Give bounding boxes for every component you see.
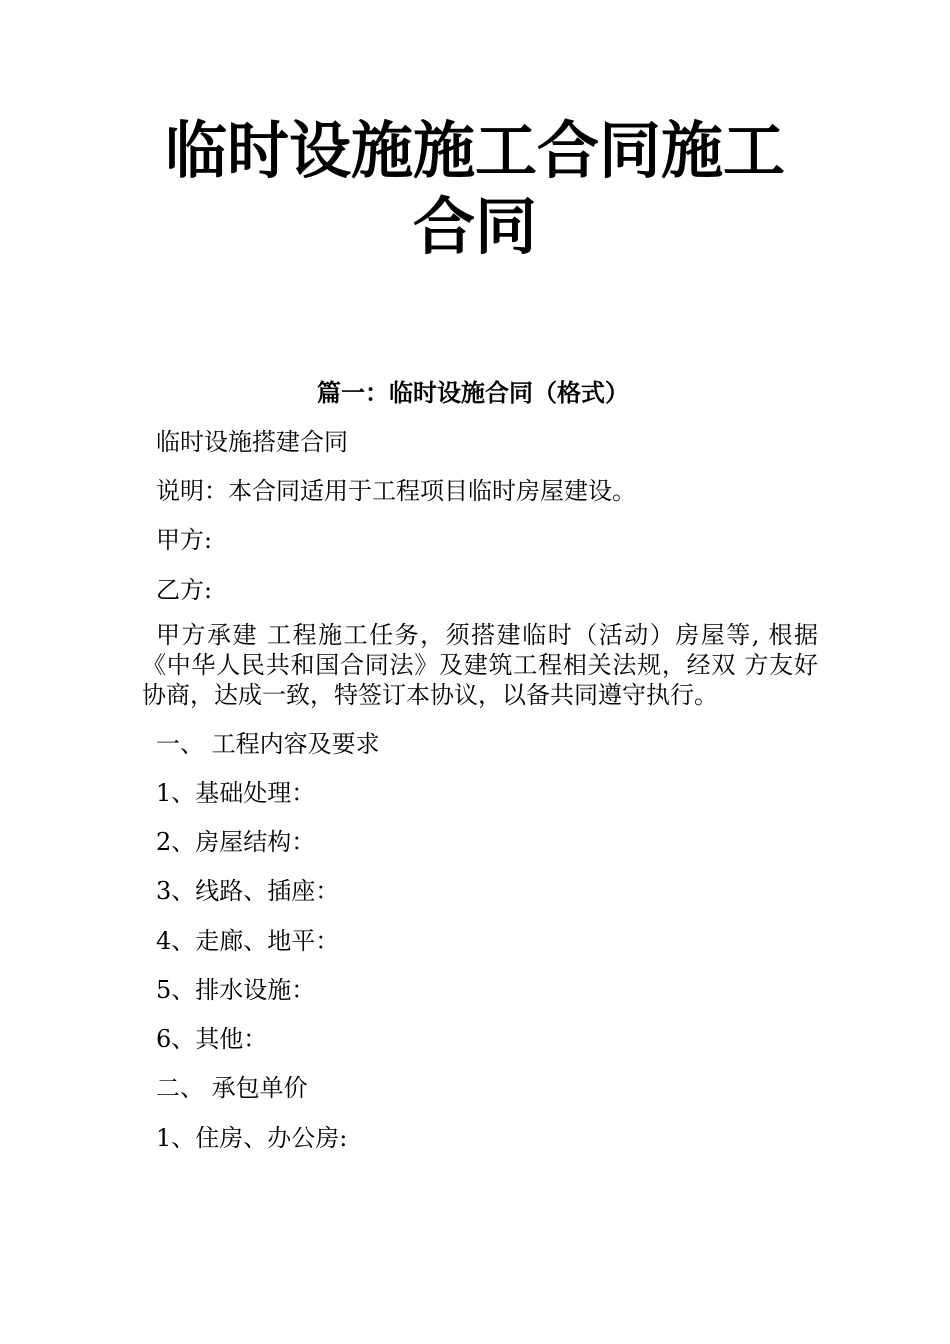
clause-1-item: 4、走廊、地平：	[156, 927, 340, 955]
contract-name: 临时设施搭建合同	[156, 428, 348, 456]
clause-1-item: 1、基础处理：	[156, 779, 316, 807]
preamble-paragraph: 甲方承建 工程施工任务，须搭建临时（活动）房屋等, 根据《中华人民共和国合同法》及建筑工程相关法规，经双 方友好协商，达成一致，特签订本协议，以备共同遵守执行。	[142, 621, 818, 709]
section-heading: 篇一：临时设施合同（格式）	[317, 378, 629, 407]
document-title-line-2: 合同	[412, 190, 537, 263]
contract-note: 说明：本合同适用于工程项目临时房屋建设。	[156, 477, 636, 505]
clause-2-heading: 二、 承包单价	[156, 1074, 308, 1102]
clause-2-item: 1、住房、办公房:	[156, 1124, 348, 1152]
clause-1-item: 3、线路、插座：	[156, 877, 340, 905]
clause-1-item: 5、排水设施：	[156, 976, 316, 1004]
clause-1-item: 2、房屋结构：	[156, 828, 316, 856]
document-title-line-1: 临时设施施工合同施工	[164, 114, 785, 187]
party-b-label: 乙方:	[156, 576, 213, 604]
party-a-label: 甲方:	[156, 526, 213, 554]
clause-1-item: 6、其他：	[156, 1025, 268, 1053]
clause-1-heading: 一、 工程内容及要求	[156, 730, 380, 758]
